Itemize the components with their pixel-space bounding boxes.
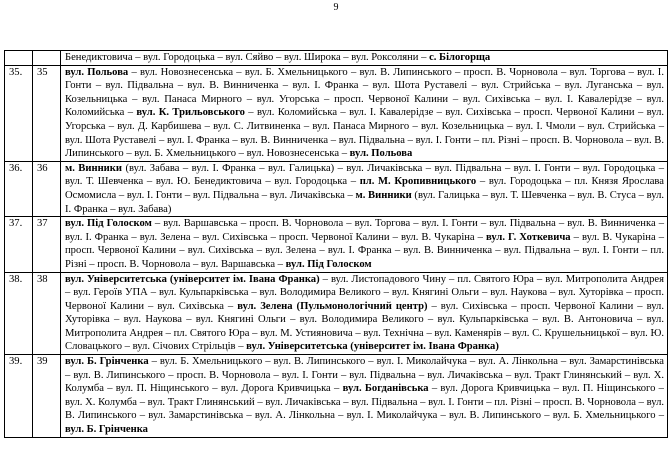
route-text: Бенедиктовича – вул. Городоцька – вул. Сяйво – вул. Широка – вул. Роксоляни – <box>65 52 430 63</box>
route-text: – вул. В. Чукаріна – просп. Червоної Калини – вул. Сихівська – вул. Зелена – вул. І. Франка – вул. В. Винниченка – вул. Підвальна – вул. І. Гонти – пл. Різні – просп. В. Чорновола – вул. Варшавська – <box>65 231 665 270</box>
routes-table <box>4 50 668 438</box>
route-number: 35 <box>33 65 61 161</box>
table-row <box>5 272 668 355</box>
table-row <box>5 161 668 216</box>
route-stop-bold: вул. К. Трильовського <box>136 107 245 119</box>
route-text: – вул. Сихівська – просп. Червоної Калини – вул. Хуторівка – вул. Наукова – вул. Княгині Ольги – вул. Володимира Великого – вул. Кульпарківська – вул. В. Антоновича – вул. Митрополита Андрея – пл. Святого Юра – вул. М. Устияновича – вул. Технічна – вул. Каменярів – вул. С. Крушельницької – вул. Ю. Словацького – вул. Січових Стрільців – <box>65 300 664 353</box>
route-stop-bold: вул. Польова <box>349 148 413 160</box>
row-number <box>5 51 33 66</box>
route-text: – вул. Новознесенська – вул. Б. Хмельницького – вул. В. Липинського – просп. В. Чорновола – вул. Торгова – вул. І. Гонти – вул. Підвальна – вул. В. Винниченка – вул. І. Франка – вул. Шота Руставелі – вул. Стрийська – вул. Луганська – вул. Козельницька – вул. Панаса Мирного – вул. Угорська – просп. Червоної Калини – вул. Сихівська – вул. І. Кавалерідзе – вул. Коломийська – <box>65 66 664 119</box>
row-number: 36. <box>5 161 33 216</box>
route-text: (вул. Забава – вул. І. Франка – вул. Галицька) – вул. Личаківська – вул. Підвальна – вул. І. Гонти – вул. Городоцька – вул. Т. Шевченка – вул. Ю. Бенедиктовича – вул. Городоцька – <box>65 162 665 188</box>
route-stop-bold: вул. Богданівська <box>342 383 429 395</box>
row-number: 37. <box>5 217 33 272</box>
route-stop-bold: м. Винники <box>65 162 122 174</box>
route-stop-bold: вул. Б. Грінченка <box>65 356 149 368</box>
route-stop-bold: вул. Г. Хоткевича <box>486 231 571 243</box>
route-stop-bold: вул. Під Голоском <box>65 218 152 230</box>
route-stop-bold: вул. Університетська (університет ім. Івана Франка) <box>65 273 320 285</box>
route-text: – вул. Коломийська – вул. І. Кавалерідзе – вул. Сихівська – просп. Червоної Калини – вул. Угорська – вул. Д. Карбишева – вул. С. Литвиненка – вул. Панаса Мирного – вул. Козельницька – вул. І. Чмоли – вул. Стрийська – вул. Шота Руставелі – вул. І. Франка – вул. В. Винниченка – вул. Підвальна – вул. І. Гонти – пл. Різні – просп. В. Чорновола – вул. В. Липинського – вул. Б. Хмельницького – вул. Новознесенська – <box>65 107 665 160</box>
row-number: 39. <box>5 355 33 438</box>
route-description <box>61 355 668 438</box>
route-text: (вул. Галицька – вул. Т. Шевченка – вул. В. Стуса – вул. І. Франка – вул. Забава) <box>65 189 665 215</box>
route-stop-bold: вул. Б. Грінченка <box>65 424 148 436</box>
table-row <box>5 217 668 272</box>
route-text: – вул. Б. Хмельницького – вул. В. Липинського – вул. І. Миколайчука – вул. А. Лінкольна – вул. Замарстинівська – вул. В. Липинського – просп. В. Чорновола – вул. І. Гонти – вул. Підвальна – вул. Личаківська – вул. Тракт Глинянський – вул. Х. Колумба – вул. П. Ніщинського – вул. Дорога Кривчицька – <box>65 356 664 395</box>
route-number <box>33 51 61 66</box>
route-text: – вул. Городоцька – пл. Князя Ярослава Осмомисла – вул. І. Гонти – вул. Підвальна – вул. Личаківська – <box>65 176 664 201</box>
row-number: 38. <box>5 272 33 355</box>
route-number: 36 <box>33 161 61 216</box>
route-stop-bold: м. Винники <box>355 189 412 201</box>
route-description <box>61 272 668 355</box>
table-row <box>5 51 668 66</box>
route-description <box>61 217 668 272</box>
page-number: 9 <box>333 2 339 13</box>
route-stop-bold: пл. М. Кропивницького <box>359 176 477 188</box>
route-stop-bold: вул. Зелена (Пульмонологічний центр) <box>237 300 428 312</box>
route-number: 39 <box>33 355 61 438</box>
route-stop-bold: вул. Університетська (університет ім. Івана Франка) <box>246 341 499 353</box>
route-text: – вул. Дорога Кривчицька – вул. П. Ніщинського – вул. Х. Колумба – вул. Тракт Глинянський – вул. Личаківська – вул. Підвальна – вул. І. Гонти – пл. Різні – просп. В. Чорновола – вул. В. Липинського – вул. Замарстинівська – вул. А. Лінкольна – вул. І. Миколайчука – вул. В. Липинського – вул. Б. Хмельницького – <box>65 383 664 422</box>
route-stop-bold: вул. Польова <box>65 66 129 78</box>
table-row <box>5 65 668 161</box>
route-description <box>61 65 668 161</box>
route-description <box>61 51 668 66</box>
row-number: 35. <box>5 65 33 161</box>
route-number: 38 <box>33 272 61 355</box>
route-description <box>61 161 668 216</box>
table-row <box>5 355 668 438</box>
route-stop-bold: с. Білогорща <box>429 52 491 63</box>
route-text: – вул. Листопадового Чину – пл. Святого Юра – вул. Митрополита Андрея – вул. Героїв УПА – вул. Кульпарківська – вул. Володимира Великого – вул. Княгині Ольги – вул. Наукова – вул. Хуторівка – просп. Червоної Калини – вул. Сихівська – <box>65 273 664 312</box>
route-stop-bold: вул. Під Голоском <box>285 258 372 270</box>
route-text: – вул. Варшавська – просп. В. Чорновола – вул. Торгова – вул. І. Гонти – вул. Підвальна – вул. В. Винниченка – вул. І. Франка – вул. Зелена – вул. Сихівська – просп. Червоної Калини – вул. В. Чукаріна – <box>65 218 664 243</box>
route-number: 37 <box>33 217 61 272</box>
